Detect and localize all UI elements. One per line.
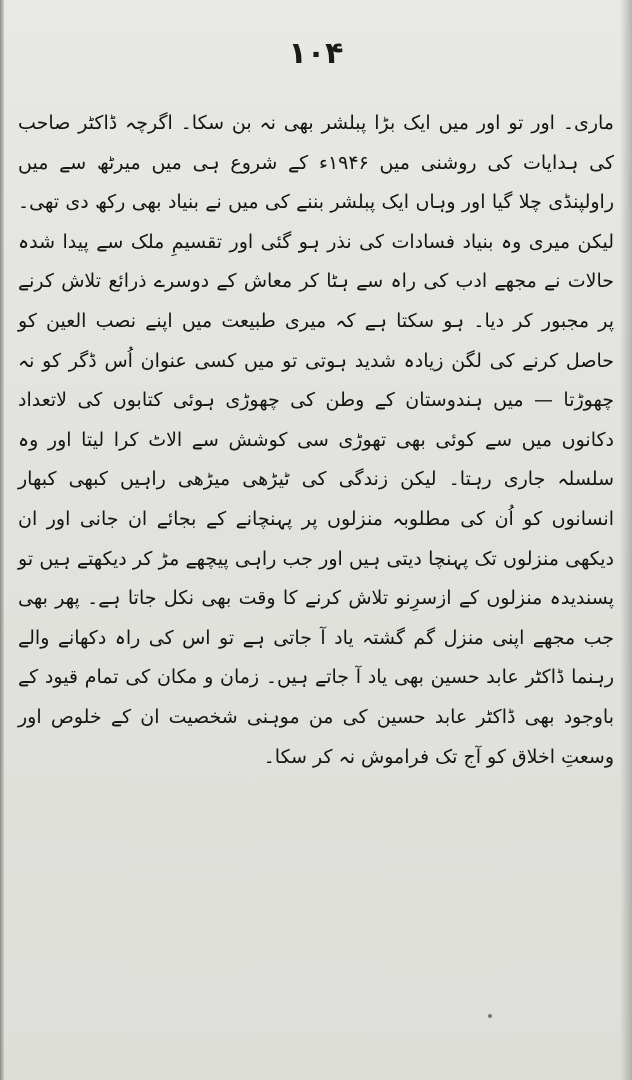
body-text <box>18 104 614 777</box>
paper-speck <box>488 1014 492 1018</box>
paragraph: ماری۔ اور تو اور میں ایک بڑا پبلشر بھی نہ بن سکا۔ اگرچہ ڈاکٹر صاحب کی ہدایات کی روشنی میں ۱۹۴۶ء کے شروع ہی میں میرٹھ سے میں راولپنڈی چلا گیا اور وہاں ایک پبلشر بننے کی میں نے بنیاد بھی رکھ دی تھی۔ لیکن میری وہ بنیاد فسادات کی نذر ہو گئی اور تقسیمِ ملک سے پیدا شدہ حالات نے مجھے ادب کی راہ سے ہٹا کر معاش کے دوسرے ذرائع تلاش کرنے پر مجبور کر دیا۔ ہو سکتا ہے کہ میری طبیعت میں اپنے نصب العین کو حاصل کرنے کی لگن زیادہ شدید ہوتی تو میں کسی عنوان اُس ڈگر کو نہ چھوڑتا — میں ہندوستان کے وطن کی چھوڑی ہوئی کتابوں کی لاتعداد دکانوں میں سے کوئی بھی تھوڑی سی کوشش سے الاٹ کرا لیتا اور وہ سلسلہ جاری رہتا۔ لیکن زندگی کی ٹیڑھی میڑھی راہیں کبھی کبھار انسانوں کو اُن کی مطلوبہ منزلوں پر پہنچانے کے بجائے ان جانی اور ان دیکھی منزلوں تک پہنچا دیتی ہیں اور جب راہی پیچھے مڑ کر دیکھتے ہیں تو پسندیدہ منزلوں کے ازسرِنو تلاش کرنے کا وقت بھی نکل جاتا ہے۔ پھر بھی جب مجھے اپنی منزل گم گشتہ یاد آ جاتی ہے تو اس کی راہ دکھانے والے رہنما ڈاکٹر عابد حسین بھی یاد آ جاتے ہیں۔ زمان و مکان کی تمام قیود کے باوجود بھی ڈاکٹر عابد حسین کی من موہنی شخصیت ان کے خلوص اور وسعتِ اخلاق کو آج تک فراموش نہ کر سکا۔ <box>18 112 615 768</box>
page-number: ۱۰۴ <box>288 36 344 71</box>
